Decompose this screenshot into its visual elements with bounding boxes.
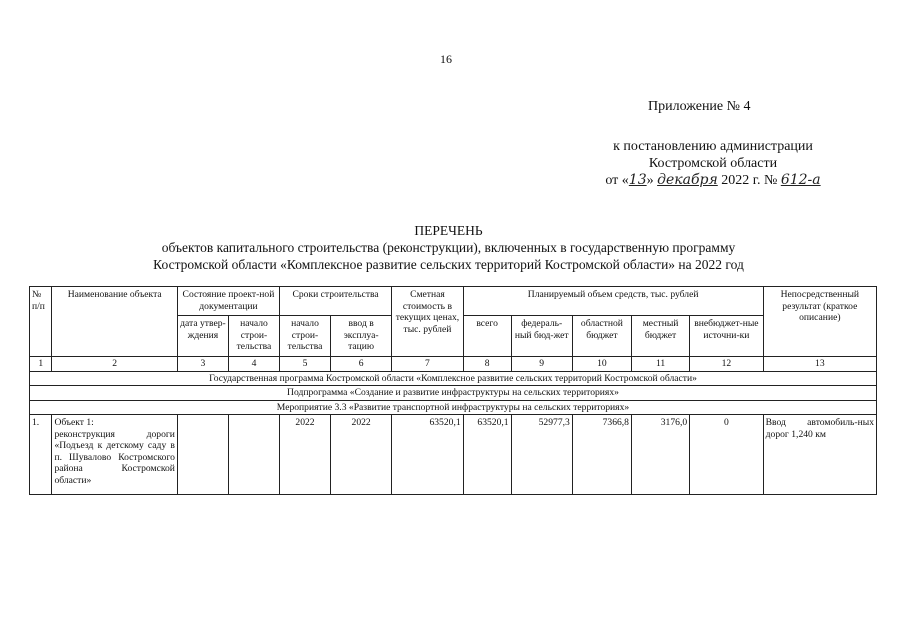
subprogram-name: Подпрограмма «Создание и развитие инфраструктуры на сельских территориях» — [30, 386, 877, 401]
date-mid: » — [646, 173, 658, 188]
program-name: Государственная программа Костромской области «Комплексное развитие сельских территорий Костромской области» — [30, 371, 877, 386]
row-start-year: 2022 — [279, 415, 330, 495]
row-regional: 7366,8 — [572, 415, 631, 495]
column-number: 12 — [690, 357, 764, 372]
column-number: 3 — [177, 357, 228, 372]
appendix-title: Приложение № 4 — [648, 99, 751, 114]
measure-name: Мероприятие 3.3 «Развитие транспортной инфраструктуры на сельских территориях» — [30, 400, 877, 415]
date-prefix: от « — [605, 173, 629, 188]
header-num: № п/п — [30, 287, 52, 357]
column-number: 1 — [30, 357, 52, 372]
column-number: 7 — [392, 357, 463, 372]
header-name: Наименование объекта — [52, 287, 178, 357]
header-design-approval: дата утвер-ждения — [177, 316, 228, 357]
header-local: местный бюджет — [631, 316, 689, 357]
row-local: 3176,0 — [631, 415, 689, 495]
row-design-approval — [177, 415, 228, 495]
column-number: 2 — [52, 357, 178, 372]
row-total: 63520,1 — [463, 415, 511, 495]
object-label: Объект 1: — [54, 417, 94, 428]
column-number: 10 — [572, 357, 631, 372]
header-terms: Сроки строительства — [279, 287, 391, 316]
resolution-line-2: Костромской области — [648, 156, 778, 171]
header-planned-volume: Планируемый объем средств, тыс. рублей — [463, 287, 763, 316]
column-number: 8 — [463, 357, 511, 372]
column-number: 4 — [228, 357, 279, 372]
resolution-date-line — [568, 172, 858, 189]
resolution-line-1: к постановлению администрации — [613, 139, 813, 154]
column-number: 13 — [763, 357, 876, 372]
date-year: 2022 г. № — [717, 173, 781, 188]
handwritten-day: 13 — [628, 172, 647, 188]
header-design-state: Состояние проект-ной документации — [177, 287, 279, 316]
handwritten-number: 612-а — [780, 172, 821, 188]
row-extrabudgetary: 0 — [690, 415, 764, 495]
document-subtitle-line-1: объектов капитального строительства (реконструкции), включенных в государственную программу — [161, 240, 736, 255]
column-number: 6 — [331, 357, 392, 372]
handwritten-month: декабря — [657, 172, 718, 188]
header-design-start: начало строи-тельства — [228, 316, 279, 357]
row-design-start — [228, 415, 279, 495]
column-number: 5 — [279, 357, 330, 372]
column-number-row — [30, 357, 877, 372]
object-description: реконструкция дороги «Подъезд к детскому саду в п. Шувалово Костромского района Костромской области» — [54, 428, 175, 486]
document-subtitle-line-2: Костромской области «Комплексное развитие сельских территорий Костромской области» на 2022 год — [153, 257, 744, 272]
row-federal: 52977,3 — [511, 415, 572, 495]
header-terms-commission: ввод в эксплуа-тацию — [331, 316, 392, 357]
header-regional: областной бюджет — [572, 316, 631, 357]
header-row-top — [30, 287, 877, 316]
column-number: 9 — [511, 357, 572, 372]
header-extrabudgetary: внебюджет-ные источни-ки — [690, 316, 764, 357]
page-number: 16 — [440, 52, 452, 66]
program-row — [30, 371, 877, 386]
header-federal: федераль-ный бюд-жет — [511, 316, 572, 357]
header-estimated-cost: Сметная стоимость в текущих ценах, тыс. рублей — [392, 287, 463, 357]
header-total: всего — [463, 316, 511, 357]
resolution-reference — [568, 138, 858, 189]
row-estimated-cost: 63520,1 — [392, 415, 463, 495]
objects-table — [29, 286, 877, 495]
row-commission-year: 2022 — [331, 415, 392, 495]
row-object-name — [52, 415, 178, 495]
header-terms-start: начало строи-тельства — [279, 316, 330, 357]
document-title: ПЕРЕЧЕНЬ — [414, 223, 483, 238]
row-num: 1. — [30, 415, 52, 495]
measure-row — [30, 400, 877, 415]
subprogram-row — [30, 386, 877, 401]
row-result: Ввод автомобиль-ных дорог 1,240 км — [763, 415, 876, 495]
header-result: Непосредственный результат (краткое описание) — [763, 287, 876, 357]
column-number: 11 — [631, 357, 689, 372]
table-row — [30, 415, 877, 495]
